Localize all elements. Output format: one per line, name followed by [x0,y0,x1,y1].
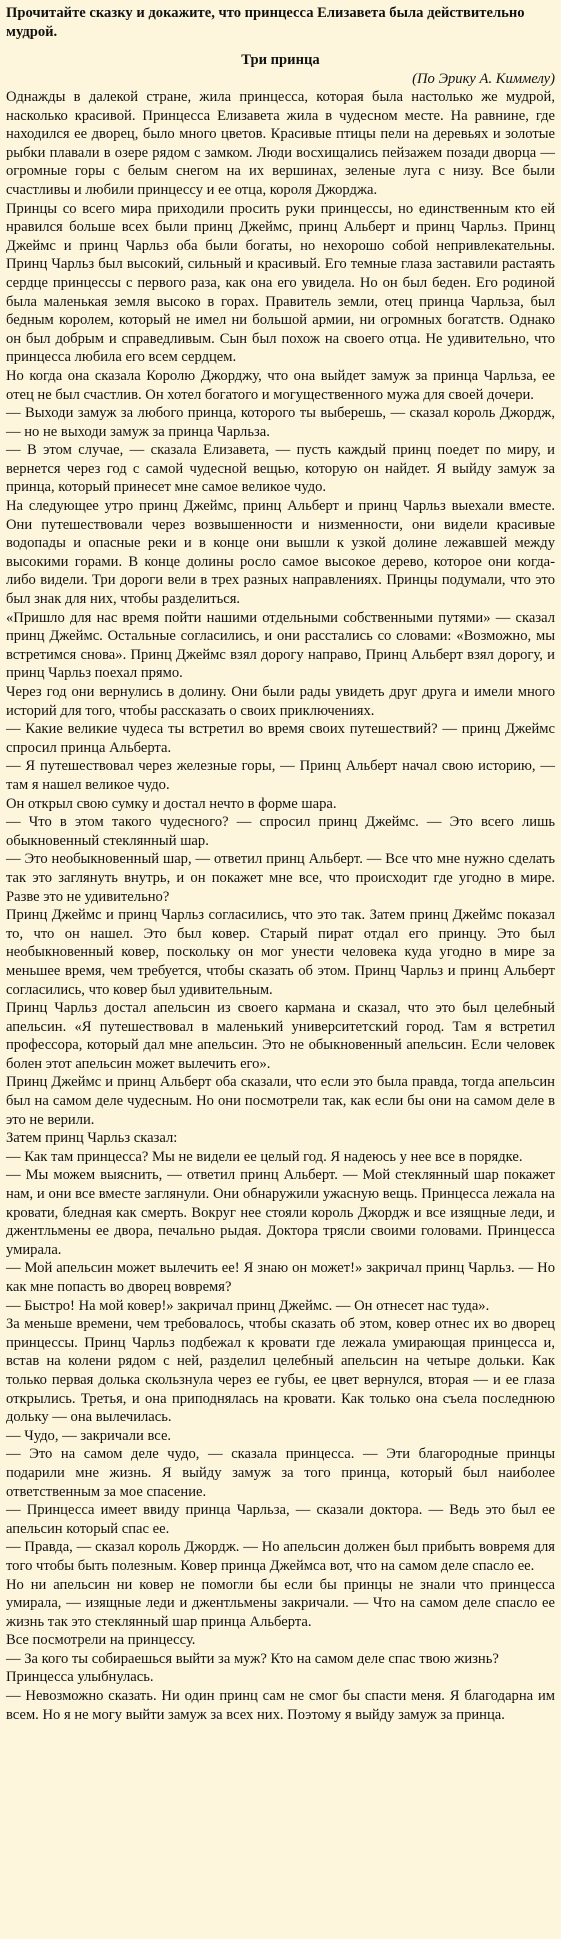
story-paragraph: — Мы можем выяснить, — ответил принц Альберт. — Мой стеклянный шар покажет нам, и они все вместе заглянули. Они обнаружили ужасную вещь. Принцесса лежала на кровати, бледная как смерть. Вокруг нее стояли король Джордж и все изящные леди, и джентльмены ее двора, печально рыдая. Доктора трясли своими головами. Принцесса умирала. [6,1167,555,1258]
story-title: Три принца [241,52,320,68]
story-paragraph: — Это на самом деле чудо, — сказала принцесса. — Эти благородные принцы подарили мне жизнь. Я выйду замуж за того принца, который был наиболее ответственным за мое спасение. [6,1446,555,1500]
story-body [6,88,555,1724]
story-paragraph: «Пришло для нас время пойти нашими отдельными собственными путями» — сказал принц Джеймс. Остальные согласились, и они расстались со словами: «Возможно, мы встретимся снова». Принц Джеймс взял дорогу направо, Принц Альберт взял дорогу, и принц Чарльз поехал прямо. [6,609,555,682]
story-paragraph: Затем принц Чарльз сказал: [6,1130,178,1147]
story-paragraph: — Принцесса имеет ввиду принца Чарльза, — сказали доктора. — Ведь это был ее апельсин который спас ее. [6,1502,555,1537]
story-paragraph: Однажды в далекой стране, жила принцесса, которая была настолько же мудрой, насколько красивой. Принцесса Елизавета жила в чудесном месте. На равнине, где находился ее дворец, было много цветов. Красивые птицы пели на деревьях и золотые рыбки плавали в озере рядом с замком. Люди восхищались пейзажем позади дворца — огромные горы с белым снегом на их вершинах, зеленые луга с низу. Все были счастливы и любили принцессу и ее отца, короля Джорджа. [6,89,555,198]
story-paragraph: Но ни апельсин ни ковер не помогли бы если бы принцы не знали что принцесса умирала, — изящные леди и джентльмены закричали. — Что на самом деле спасло ее жизнь так это стеклянный шар принца Альберта. [6,1576,555,1630]
story-paragraph: — В этом случае, — сказала Елизавета, — пусть каждый принц поедет по миру, и вернется через год с самой чудесной вещью, которую он найдет. Я выйду замуж за принца, который принесет мне самое великое чудо. [6,442,555,496]
story-paragraph: — Это необыкновенный шар, — ответил принц Альберт. — Все что мне нужно сделать так это заглянуть внутрь, и он покажет мне все, что происходит где угодно в мире. Разве это не удивительно? [6,851,555,905]
story-paragraph: — Быстро! На мой ковер!» закричал принц Джеймс. — Он отнесет нас туда». [6,1297,490,1314]
story-paragraph: — Невозможно сказать. Ни один принц сам не смог бы спасти меня. Я благодарна им всем. Но я не могу выйти замуж за всех них. Поэтому я выйду замуж за принца. [6,1688,555,1723]
story-author: (По Эрику А. Киммелу) [412,70,555,87]
story-paragraph: — Какие великие чудеса ты встретил во время своих путешествий? — принц Джеймс спросил принца Альберта. [6,721,555,756]
story-paragraph: Принц Джеймс и принц Чарльз согласились, что это так. Затем принц Джеймс показал то, что он нашел. Это был ковер. Старый пират отдал его принцу. Это был необыкновенный ковер, поскольку он мог унести человека куда угодно в мире за меньшее время, чем требуется, чтобы сказать об этом. Принц Чарльз и принц Альберт согласились, что ковер был удивительным. [6,907,555,998]
story-paragraph: Но когда она сказала Королю Джорджу, что она выйдет замуж за принца Чарльза, ее отец не был счастлив. Он хотел богатого и могущественного мужа для своей дочери. [6,367,555,403]
story-paragraph: За меньше времени, чем требовалось, чтобы сказать об этом, ковер отнес их во дворец принцессы. Принц Чарльз подбежал к кровати где лежала умирающая принцесса и, встав на колени рядом с ней, разделил целебный апельсин на четыре дольки. Как только первая долька скользнула через ее губы, ее цвет вернулся, вторая — и ее глаза открылись. Третья, и она приподнялась на кровати. Как только она съела последнюю дольку — она вылечилась. [6,1316,555,1426]
story-paragraph: Принцы со всего мира приходили просить руки принцессы, но единственным кто ей нравился больше всех были принц Джеймс, принц Альберт и принц Чарльз. Принц Джеймс и принц Чарльз оба были богаты, но нехорошо собой непривлекательны. Принц Чарльз был высокий, сильный и красивый. Его темные глаза заставили растаять сердце принцессы с первого раза, как она его увидела. Но он был беден. Его родиной была маленькая земля высоко в горах. Правитель земли, отец принца Чарльза, был бедным королем, который не имел ни большой армии, ни огромных богатств. Однако он был добрым и справедливым. Сын был похож на своего отца. Не удивительно, что принцесса любила его всем сердцем. [6,200,555,366]
story-paragraph: На следующее утро принц Джеймс, принц Альберт и принц Чарльз выехали вместе. Они путешествовали через возвышенности и низменности, они видели красивые водопады и опасные реки и в конце они вышли к узкой долине лежавшей между высокими горами. В конце долины росло самое высокое дерево, которое они когда-либо видели. Три дороги вели в трех разных направлениях. Принцы подумали, что это был знак для них, чтобы разделиться. [6,498,555,608]
story-paragraph: — Выходи замуж за любого принца, которого ты выберешь, — сказал король Джордж, — но не выходи замуж за принца Чарльза. [6,405,555,440]
story-paragraph: Принцесса улыбнулась. [6,1669,154,1686]
story-paragraph: — Чудо, — закричали все. [6,1427,172,1444]
story-paragraph: — Мой апельсин может вылечить ее! Я знаю он может!» закричал принц Чарльз. — Но как мне попасть во дворец вовремя? [6,1260,555,1295]
story-paragraph: Через год они вернулись в долину. Они были рады увидеть друг друга и имели много историй для того, чтобы рассказать о своих приключениях. [6,684,555,719]
story-paragraph: Принц Чарльз достал апельсин из своего кармана и сказал, что это был целебный апельсин. «Я путешествовал в маленький университетский город. Там я встретил профессора, который дал мне апельсин. Это не обыкновенный апельсин. Если человек болен этот апельсин может вылечить его». [6,1000,555,1072]
story-paragraph: — Правда, — сказал король Джордж. — Но апельсин должен был прибыть вовремя для того чтобы быть полезным. Ковер принца Джеймса вот, что на самом деле спасло ее. [6,1539,555,1574]
story-paragraph: Все посмотрели на принцессу. [6,1632,196,1649]
story-paragraph: — Как там принцесса? Мы не видели ее целый год. Я надеюсь у нее все в порядке. [6,1148,523,1165]
story-paragraph: — За кого ты собираешься выйти за муж? Кто на самом деле спас твою жизнь? [6,1650,499,1667]
story-paragraph: — Что в этом такого чудесного? — спросил принц Джеймс. — Это всего лишь обыкновенный стеклянный шар. [6,814,555,849]
story-paragraph: Он открыл свою сумку и достал нечто в форме шара. [6,795,337,812]
story-paragraph: Принц Джеймс и принц Альберт оба сказали, что если это была правда, тогда апельсин был на самом деле чудесным. Но они посмотрели так, как если бы они на самом деле в это не верили. [6,1074,555,1128]
task-instruction: Прочитайте сказку и докажите, что принцесса Елизавета была действительно мудрой. [6,5,525,40]
story-paragraph: — Я путешествовал через железные горы, — Принц Альберт начал свою историю, — там я нашел великое чудо. [6,758,555,793]
